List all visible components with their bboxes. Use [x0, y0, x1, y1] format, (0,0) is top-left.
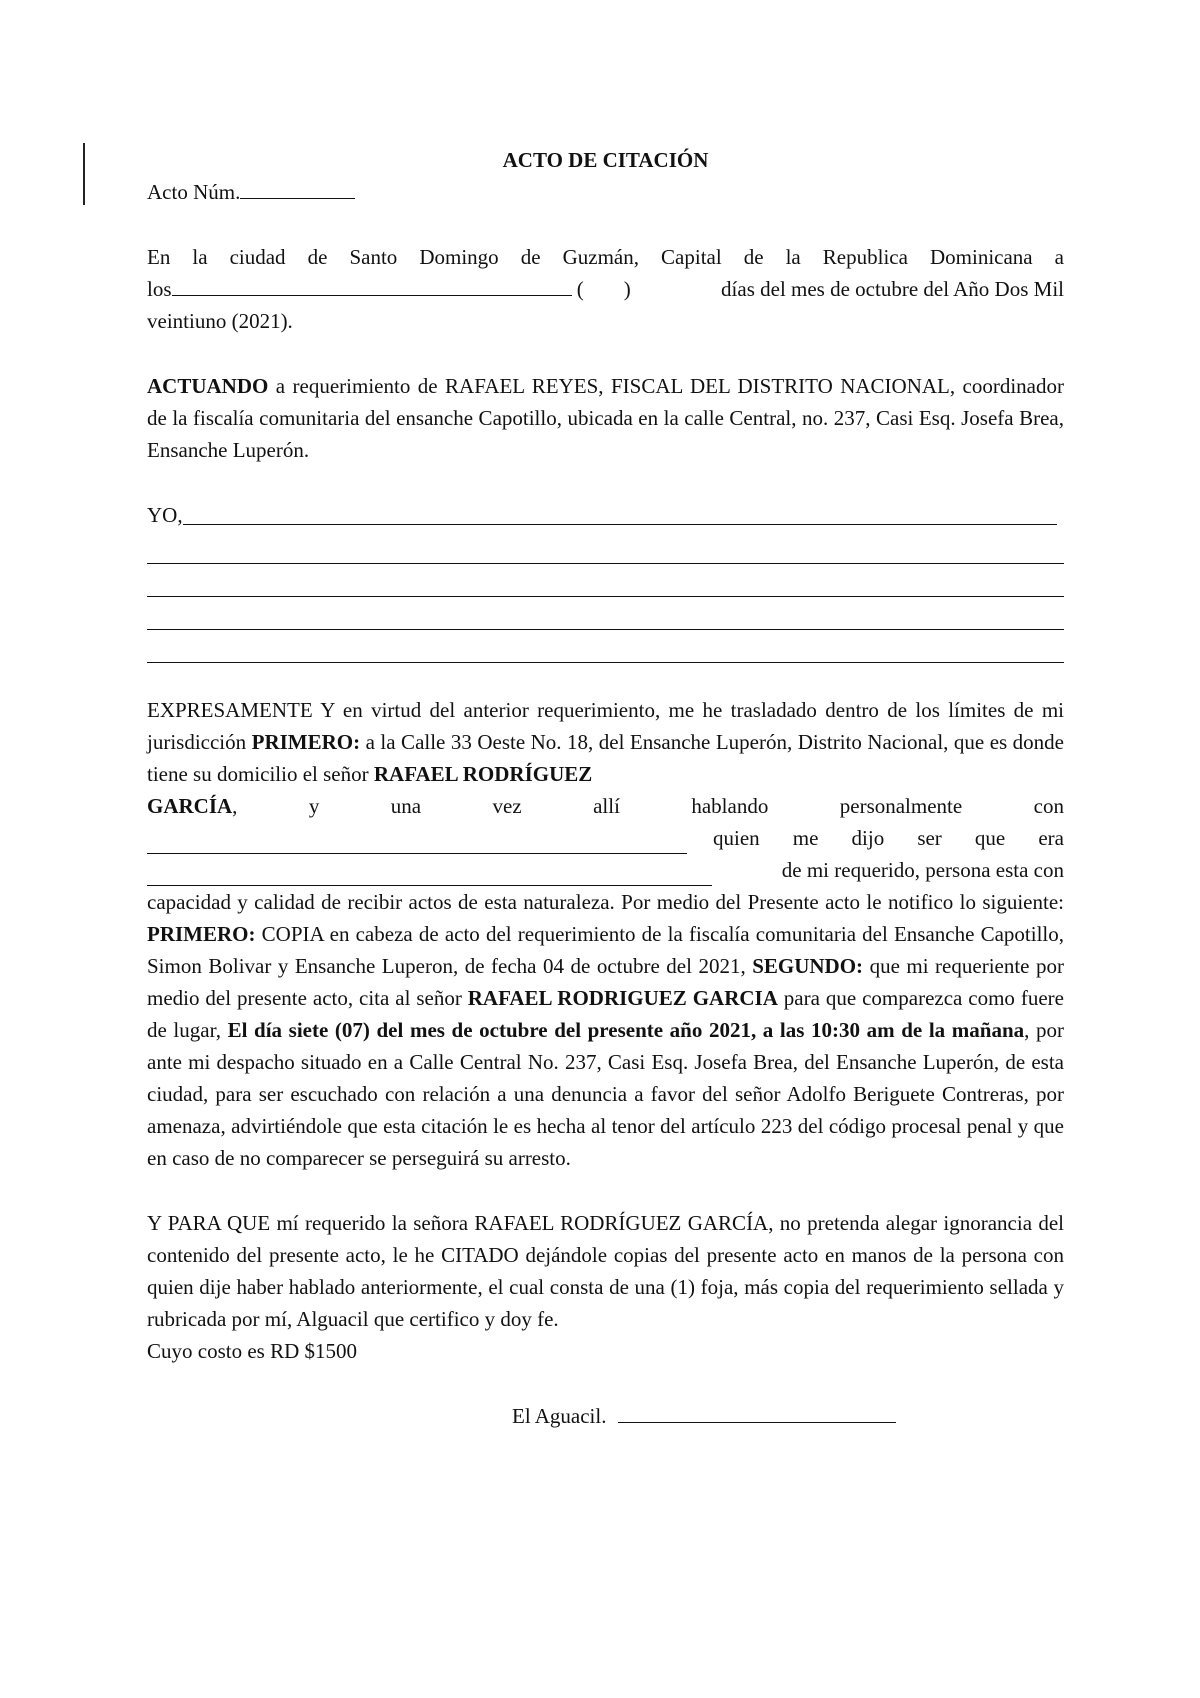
quien-word: ser [917, 826, 942, 850]
yo-label: YO, [147, 503, 183, 527]
quien-word: dijo [851, 826, 885, 850]
intro-line-3: veintiuno (2021). [147, 309, 293, 333]
document-title: ACTO DE CITACIÓN [502, 148, 709, 172]
los-label: los [147, 277, 172, 301]
intro-line-2: los ( ) días del mes de octubre del Año Dos Mil [147, 273, 1064, 305]
quien-word: me [792, 826, 819, 850]
blank-line[interactable] [147, 597, 1064, 630]
intro-line-2-rest: días del mes de octubre del Año Dos Mil [721, 277, 1064, 301]
quien-line [147, 822, 1064, 854]
acto-number-line [147, 176, 1064, 208]
relation-blank[interactable] [147, 865, 712, 886]
yo-blank[interactable] [183, 502, 1057, 525]
day-blank[interactable] [172, 275, 572, 296]
intro-line-1: En la ciudad de Santo Domingo de Guzmán, Capital de la Republica Dominicana a [147, 245, 1064, 269]
blank-line[interactable] [147, 630, 1064, 663]
signature-line [147, 1400, 1064, 1432]
requerido-line: de mi requerido, persona esta con [147, 854, 1064, 886]
document-page [147, 144, 1064, 1432]
expresamente-paragraph: EXPRESAMENTE Y en virtud del anterior requerimiento, me he trasladado dentro de los límites de mi jurisdicción PRIMERO: a la Calle 33 Oeste No. 18, del Ensanche Luperón, Distrito Nacional, que es donde tiene su domicilio el señor RAFAEL RODRÍGUEZ GARCÍA, y una vez allí hablando personalmente con quien me dijo ser que era de mi requerido, persona esta con capacidad y calidad de recibir actos de esta naturaleza. Por medio del Presente acto le notifico lo siguiente: PRIMERO: COPIA en cabeza de acto del requerimiento de la fiscalía comunitaria del Ensanche Capotillo, Simon Bolivar y Ensanche Luperon, de fecha 04 de octubre del 2021, SEGUNDO: que mi requeriente por medio del presente acto, cita al señor RAFAEL RODRIGUEZ GARCIA para que comparezca como fuere de lugar, El día siete (07) del mes de octubre del presente año 2021, a las 10:30 am de la mañana, por ante mi despacho situado en a Calle Central No. 237, Casi Esq. Josefa Brea, del Ensanche Luperón, de esta ciudad, para ser escuchado con relación a una denuncia a favor del señor Adolfo Beriguete Contreras, por amenaza, advirtiéndole que esta citación le es hecha al tenor del artículo 223 del código procesal penal y que en caso de no comparecer se perseguirá su arresto. [147, 698, 1064, 1170]
person-name-blank[interactable] [147, 833, 687, 854]
cost-line: Cuyo costo es RD $1500 [147, 1339, 357, 1363]
quien-word: quien [713, 826, 760, 850]
actuando-bold: ACTUANDO [147, 374, 269, 398]
blank-line[interactable] [147, 531, 1064, 564]
acto-number-blank[interactable] [240, 178, 355, 199]
quien-word: era [1038, 826, 1064, 850]
y-para-que-paragraph: Y PARA QUE mí requerido la señora RAFAEL RODRÍGUEZ GARCÍA, no pretenda alegar ignorancia del contenido del presente acto, le he CITADO dejándole copias del presente acto en manos de la persona con quien dije haber hablado anteriormente, el cual consta de una (1) foja, más copia del requerimiento sellada y rubricada por mí, Alguacil que certifico y doy fe. Cuyo costo es RD $1500 [147, 1207, 1064, 1367]
signature-blank[interactable] [618, 1402, 896, 1423]
margin-change-bar [83, 143, 85, 205]
yo-line [147, 499, 1057, 531]
actuando-paragraph: ACTUANDO a requerimiento de RAFAEL REYES, FISCAL DEL DISTRITO NACIONAL, coordinador de la fiscalía comunitaria del ensanche Capotillo, ubicada en la calle Central, no. 237, Casi Esq. Josefa Brea, Ensanche Luperón. [147, 374, 1064, 462]
acto-number-label: Acto Núm. [147, 180, 241, 204]
quien-word: que [974, 826, 1006, 850]
quien-text [687, 822, 1064, 854]
signature-label: El Aguacil. [512, 1404, 607, 1428]
spread-line: GARCÍA, y una vez allí hablando personalmente con [147, 794, 1064, 818]
intro-paragraph [147, 241, 1064, 337]
blank-line[interactable] [147, 564, 1064, 597]
